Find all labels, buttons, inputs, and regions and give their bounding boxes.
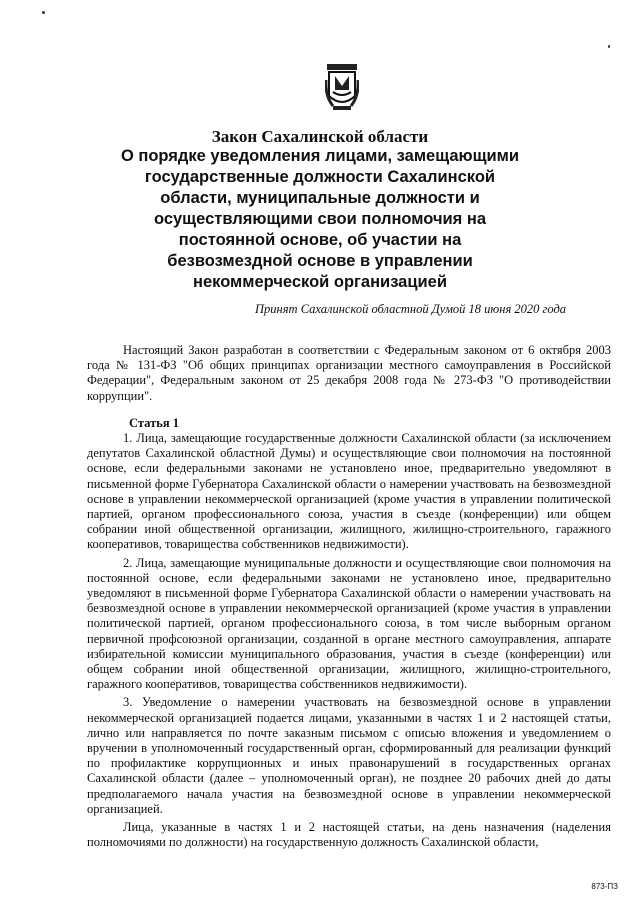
scan-speck: [42, 11, 45, 14]
article-heading: Статья 1: [129, 415, 179, 430]
law-subject-heading: О порядке уведомления лицами, замещающими государственные должности Сахалинской области, муниципальные должности и осуществляющими свои полномочия на постоянной основе, об участии на безвозмездной основе в управлении некоммерческой организацией: [120, 147, 520, 291]
coat-of-arms-emblem: [325, 62, 359, 112]
law-title: Закон Сахалинской области: [211, 127, 429, 146]
article-paragraph: 3. Уведомление о намерении участвовать на безвозмездной основе в управлении некоммерческой организацией подается лицами, указанными в частях 1 и 2 настоящей статьи, лично или направляется по почте заказным письмом с описью вложения и уведомлением о вручении в уполномоченный государственный орган, сформированный для реализации функций по профилактике коррупционных и иных правонарушений в государственных органах Сахалинской области (далее – уполномоченный орган), не позднее 20 рабочих дней до даты предполагаемого начала участия на безвозмездной основе в управлении некоммерческой организацией.: [87, 695, 611, 816]
preamble-paragraph: Настоящий Закон разработан в соответствии с Федеральным законом от 6 октября 2003 года № 131-ФЗ "Об общих принципах организации местного самоуправления в Российской Федерации", Федеральным законом от 25 декабря 2008 года № 273-ФЗ "О противодействии коррупции".: [87, 343, 611, 403]
article-paragraph: Лица, указанные в частях 1 и 2 настоящей статьи, на день назначения (наделения полномочиями по должности) на государственную должность Сахалинской области,: [87, 820, 611, 850]
adoption-note: Принят Сахалинской областной Думой 18 июня 2020 года: [255, 302, 567, 316]
document-number: 873-ПЗ: [591, 882, 618, 891]
article-paragraph: 2. Лица, замещающие муниципальные должности и осуществляющие свои полномочия на постоянной основе, если федеральными законами не установлено иное, предварительно уведомляют в письменной форме Губернатора Сахалинской области о намерении участвовать на безвозмездной основе в управлении некоммерческой организацией (кроме участия в управлении политической партией, органом профессионального союза, в том числе выборным органом первичной профсоюзной организации, созданной в органе местного самоуправления, аппарате избирательной комиссии муниципального образования, участия в съезде (конференции) или общем собрании иной общественной организации, жилищного, жилищно-строительного, гаражного кооперативов, товарищества собственников недвижимости).: [87, 555, 611, 692]
law-body: [87, 343, 611, 854]
article-paragraph: 1. Лица, замещающие государственные должности Сахалинской области (за исключением депутатов Сахалинской областной Думы) и осуществляющие свои полномочия на постоянной основе, если федеральными законами не установлено иное, предварительно уведомляют в письменной форме Губернатора Сахалинской области о намерении участвовать на безвозмездной основе в управлении некоммерческой организацией (кроме участия в управлении политической партией, органом профессионального союза, участия в съезде (конференции) или общем собрании иной общественной организации, жилищного, жилищно-строительного, гаражного кооперативов, товарищества собственников недвижимости).: [87, 431, 611, 552]
scan-speck: [608, 45, 610, 48]
